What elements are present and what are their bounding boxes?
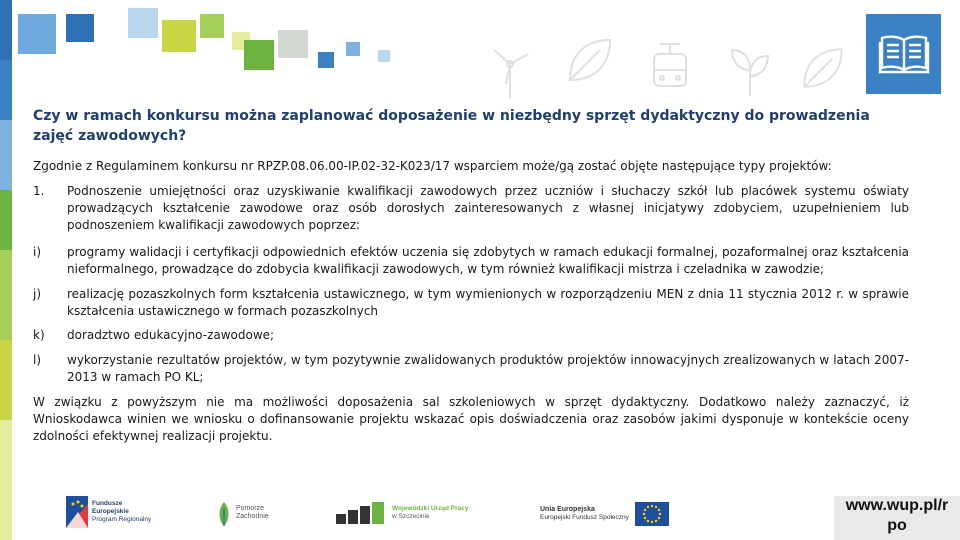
list-item-text: Podnoszenie umiejętności oraz uzyskiwanie kwalifikacji zawodowych przez uczniów i słuchaczy szkół lub placówek systemu oświaty prowadzących kształcenie zawodowe oraz osób dorosłych zainteresowanych z własnej inicjatywy zdobyciem, uzupełnieniem lub podnoszeniem kwalifikacji zawodowych poprzez: (67, 184, 909, 232)
url-line-2: po (887, 517, 907, 534)
list-item (33, 327, 909, 344)
deco-square (378, 50, 390, 62)
sprout-icon (720, 40, 780, 100)
list-marker: i) (33, 245, 42, 259)
wup-steps-icon (336, 502, 386, 524)
page-title: Czy w ramach konkursu można zaplanować doposażenie w niezbędny sprzęt dydaktyczny do prowadzenia zajęć zawodowych? (33, 108, 870, 144)
wind-turbine-icon (480, 40, 540, 100)
list-item (33, 244, 909, 278)
logo-fundusze-europejskie: Fundusze Europejskie Program Regionalny (66, 496, 151, 528)
list-item (33, 183, 909, 234)
deco-square (18, 14, 56, 54)
logo-unia-europejska: Unia Europejska Europejski Fundusz Społeczny (540, 502, 669, 526)
leaf-icon (795, 40, 851, 96)
deco-square (346, 42, 360, 56)
list-item (33, 352, 909, 386)
list-marker: j) (33, 287, 42, 301)
deco-square (200, 14, 224, 38)
list-item-text: programy walidacji i certyfikacji odpowiednich efektów uczenia się zdobytych w ramach edukacji formalnej, pozaformalnej oraz kształcenia nieformalnego, prowadzące do zdobycia kwalifikacji zawodowych, w tym również kwalifikacji mistrza i czeladnika w zawodzie; (67, 245, 909, 276)
list-item (33, 286, 909, 320)
deco-square (66, 14, 94, 42)
pomorze-leaf-icon (216, 500, 232, 526)
list-marker: 1. (33, 184, 45, 198)
list-item-text: doradztwo edukacyjno-zawodowe; (67, 328, 275, 342)
list-item-text: wykorzystanie rezultatów projektów, w tym pozytywnie zwalidowanych produktów projektów innowacyjnych zrealizowanych w latach 2007-2013 w ramach PO KL; (67, 353, 909, 384)
deco-square (162, 20, 196, 52)
eu-flag-icon (635, 502, 669, 526)
list-marker: k) (33, 328, 45, 342)
deco-square (128, 8, 158, 38)
footer-logos (0, 488, 960, 540)
deco-square (244, 40, 274, 70)
open-book-icon (878, 32, 930, 76)
website-url[interactable] (834, 496, 960, 540)
deco-square (278, 30, 308, 58)
closing-paragraph: W związku z powyższym nie ma możliwości doposażenia sal szkoleniowych w sprzęt dydaktyczny. Dodatkowo należy zaznaczyć, iż Wnioskodawca winien we wniosku o dofinansowanie projektu wskazać opis doświadczenia oraz zasobów jakimi dysponuje w kontekście oceny zdolności efektywnej realizacji projektu. (33, 395, 909, 443)
deco-square (318, 52, 334, 68)
url-line-1: www.wup.pl/r (845, 497, 949, 514)
list-marker: l) (33, 353, 42, 367)
fe-flag-icon (66, 496, 88, 528)
leaf-icon (560, 30, 620, 90)
list-item-text: realizację pozaszkolnych form kształcenia ustawicznego, w tym wymienionych w rozporządzeniu MEN z dnia 11 stycznia 2012 r. w sprawie kształcenia ustawicznego w formach pozaszkolnych (67, 287, 909, 318)
logo-pomorze-zachodnie: Pomorze Zachodnie (216, 500, 269, 526)
tram-icon (640, 38, 700, 98)
intro-text: Zgodnie z Regulaminem konkursu nr RPZP.08.06.00-IP.02-32-K023/17 wsparciem może/gą zostać objęte następujące typy projektów: (33, 159, 832, 173)
left-color-stripe (0, 0, 12, 540)
logo-wup-szczecin: Wojewódzki Urząd Pracy w Szczecinie (336, 502, 468, 524)
header-book-tile (866, 14, 941, 94)
